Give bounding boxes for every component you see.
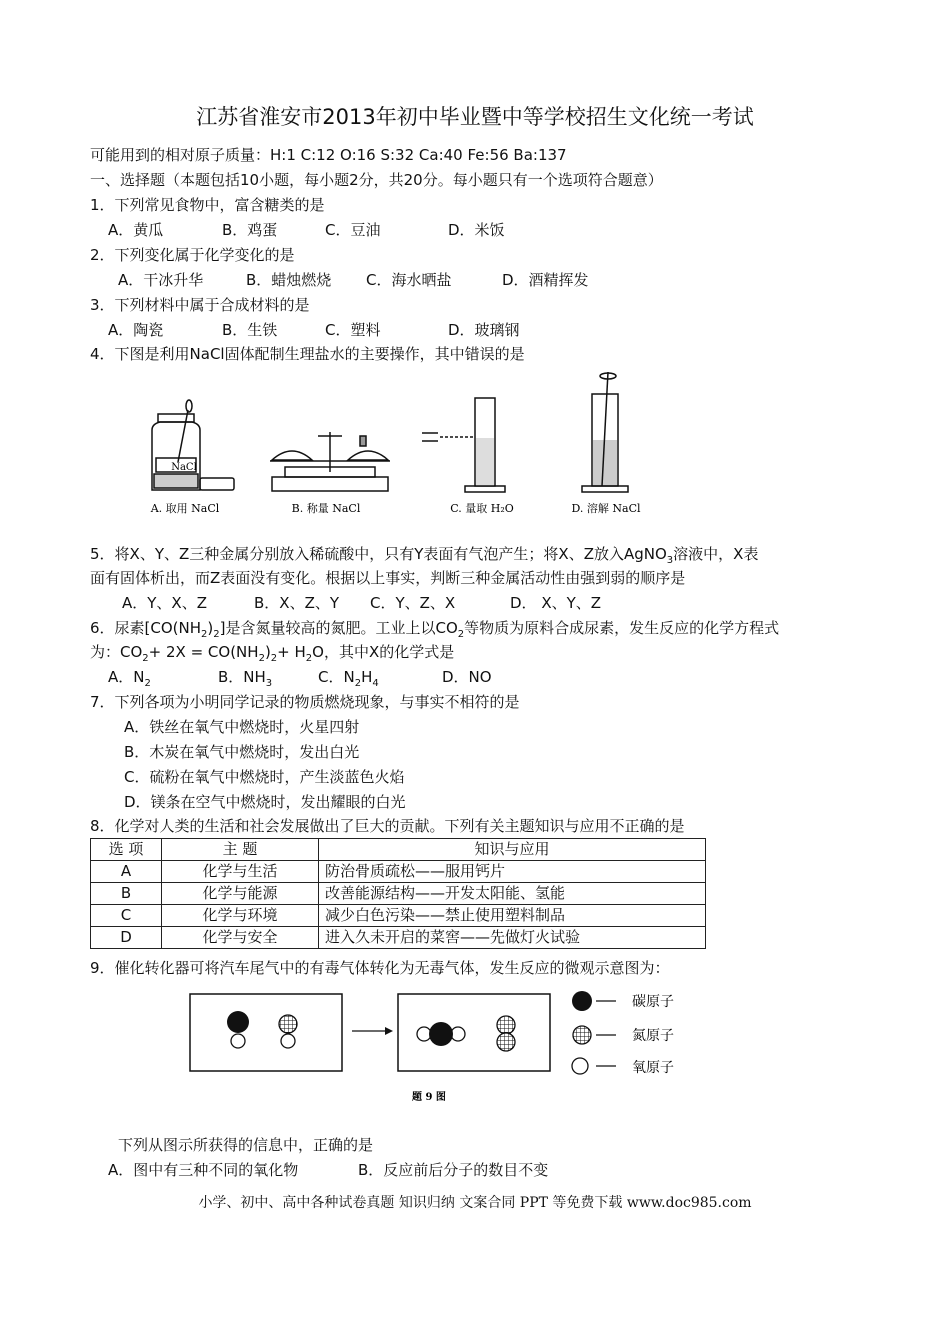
q9-info: 下列从图示所获得的信息中，正确的是 xyxy=(118,1136,374,1154)
row-b-knowledge: 改善能源结构——开发太阳能、氢能 xyxy=(319,883,706,905)
q7-stem: 7．下列各项为小明同学记录的物质燃烧现象，与事实不相符的是 xyxy=(90,693,520,711)
before-box xyxy=(190,994,342,1071)
row-d-option: D xyxy=(91,927,162,949)
legend xyxy=(572,991,674,1076)
row-b-topic: 化学与能源 xyxy=(162,883,319,905)
q9-option-b: B．反应前后分子的数目不变 xyxy=(358,1161,549,1179)
q1-option-d: D．米饭 xyxy=(448,221,505,239)
q4-figure xyxy=(130,362,650,522)
row-d-topic: 化学与安全 xyxy=(162,927,319,949)
q9-stem: 9．催化转化器可将汽车尾气中的有毒气体转化为无毒气体，发生反应的微观示意图为： xyxy=(90,959,670,977)
measuring-cylinder-illustration xyxy=(422,398,505,492)
q7-option-d: D．镁条在空气中燃烧时，发出耀眼的白光 xyxy=(124,793,406,811)
q6-option-a: A．$N_2$ xyxy=(108,668,151,689)
row-c-topic: 化学与环境 xyxy=(162,905,319,927)
q3-option-c: C．塑料 xyxy=(325,321,381,339)
row-c-option: C xyxy=(91,905,162,927)
table-header-row xyxy=(91,839,706,861)
q1-option-c: C．豆油 xyxy=(325,221,381,239)
q5-option-b: B．X、Z、Y xyxy=(254,594,340,612)
q2-stem: 2．下列变化属于化学变化的是 xyxy=(90,246,295,264)
q6-line-1: 6．尿素$[CO(NH_2)_2]$是含氮量较高的氮肥。工业上以$CO_2$等物质为原料合成尿素，发生反应的化学方程式 xyxy=(90,619,780,640)
q5-line-2: 面有固体析出，而Z表面没有变化。根据以上事实，判断三种金属活动性由强到弱的顺序是 xyxy=(90,569,686,587)
legend-carbon: 碳原子 xyxy=(632,994,674,1010)
q5-option-c: C．Y、Z、X xyxy=(370,594,456,612)
caption-c: C. 量取 H₂O xyxy=(450,502,514,515)
table-row xyxy=(91,861,706,883)
caption-d: D. 溶解 NaCl xyxy=(571,502,641,515)
q1-option-a: A．黄瓜 xyxy=(108,221,164,239)
q2-option-a: A．干冰升华 xyxy=(118,271,204,289)
page-footer: 小学、初中、高中各种试卷真题 知识归纳 文案合同 PPT 等免费下载 www.doc985.com xyxy=(198,1195,752,1211)
header-option: 选 项 xyxy=(91,839,162,861)
row-d-knowledge: 进入久未开启的菜窖——先做灯火试验 xyxy=(319,927,706,949)
row-a-knowledge: 防治骨质疏松——服用钙片 xyxy=(319,861,706,883)
balance-illustration xyxy=(270,432,390,491)
header-topic: 主 题 xyxy=(162,839,319,861)
atomic-mass-line: 可能用到的相对原子质量：H:1 C:12 O:16 S:32 Ca:40 Fe:56 Ba:137 xyxy=(90,146,567,164)
q8-stem: 8．化学对人类的生活和社会发展做出了巨大的贡献。下列有关主题知识与应用不正确的是 xyxy=(90,817,685,835)
q1-option-b: B．鸡蛋 xyxy=(222,221,278,239)
q2-option-d: D．酒精挥发 xyxy=(502,271,589,289)
q3-option-a: A．陶瓷 xyxy=(108,321,164,339)
q3-option-d: D．玻璃钢 xyxy=(448,321,520,339)
q7-option-c: C．硫粉在氧气中燃烧时，产生淡蓝色火焰 xyxy=(124,768,405,786)
q7-option-b: B．木炭在氧气中燃烧时，发出白光 xyxy=(124,743,360,761)
legend-oxygen: 氧原子 xyxy=(632,1060,674,1076)
q5-line-1: 5．将X、Y、Z三种金属分别放入稀硫酸中，只有Y表面有气泡产生；将X、Z放入AgNO$_3$溶液中，X表 xyxy=(90,545,759,566)
page-title: 江苏省淮安市2013年初中毕业暨中等学校招生文化统一考试 xyxy=(196,105,754,129)
table-row xyxy=(91,905,706,927)
table-row xyxy=(91,883,706,905)
q5-option-d: D． X、Y、Z xyxy=(510,594,602,612)
bottle-label: NaCl xyxy=(171,462,197,473)
caption-b: B. 称量 NaCl xyxy=(291,502,361,515)
figure-caption: 题 9 图 xyxy=(412,1092,446,1103)
caption-a: A. 取用 NaCl xyxy=(150,502,220,515)
q4-stem: 4．下图是利用NaCl固体配制生理盐水的主要操作，其中错误的是 xyxy=(90,345,525,363)
row-a-topic: 化学与生活 xyxy=(162,861,319,883)
q6-option-c: C．$N_2H_4$ xyxy=(318,668,379,689)
q2-option-b: B．蜡烛燃烧 xyxy=(246,271,332,289)
q9-figure xyxy=(180,984,700,1109)
q6-option-d: D．NO xyxy=(442,668,492,686)
table-row xyxy=(91,927,706,949)
q5-option-a: A．Y、X、Z xyxy=(122,594,207,612)
q3-stem: 3．下列材料中属于合成材料的是 xyxy=(90,296,310,314)
q2-option-c: C．海水晒盐 xyxy=(366,271,452,289)
q6-line-2: 为：$CO_2+ 2X = CO(NH_2)_2+ H_2O$，其中X的化学式是 xyxy=(90,643,455,664)
q3-option-b: B．生铁 xyxy=(222,321,278,339)
row-c-knowledge: 减少白色污染——禁止使用塑料制品 xyxy=(319,905,706,927)
section-heading: 一、选择题（本题包括10小题，每小题2分，共20分。每小题只有一个选项符合题意） xyxy=(90,171,663,189)
dissolving-cylinder-illustration xyxy=(582,372,628,492)
row-b-option: B xyxy=(91,883,162,905)
row-a-option: A xyxy=(91,861,162,883)
nacl-bottle-illustration xyxy=(152,400,234,490)
legend-nitrogen: 氮原子 xyxy=(632,1028,674,1044)
header-knowledge: 知识与应用 xyxy=(319,839,706,861)
q9-option-a: A．图中有三种不同的氧化物 xyxy=(108,1161,299,1179)
q7-option-a: A．铁丝在氧气中燃烧时，火星四射 xyxy=(124,718,360,736)
q1-stem: 1．下列常见食物中，富含糖类的是 xyxy=(90,196,325,214)
q8-table xyxy=(90,838,706,949)
q6-option-b: B．$NH_3$ xyxy=(218,668,273,689)
